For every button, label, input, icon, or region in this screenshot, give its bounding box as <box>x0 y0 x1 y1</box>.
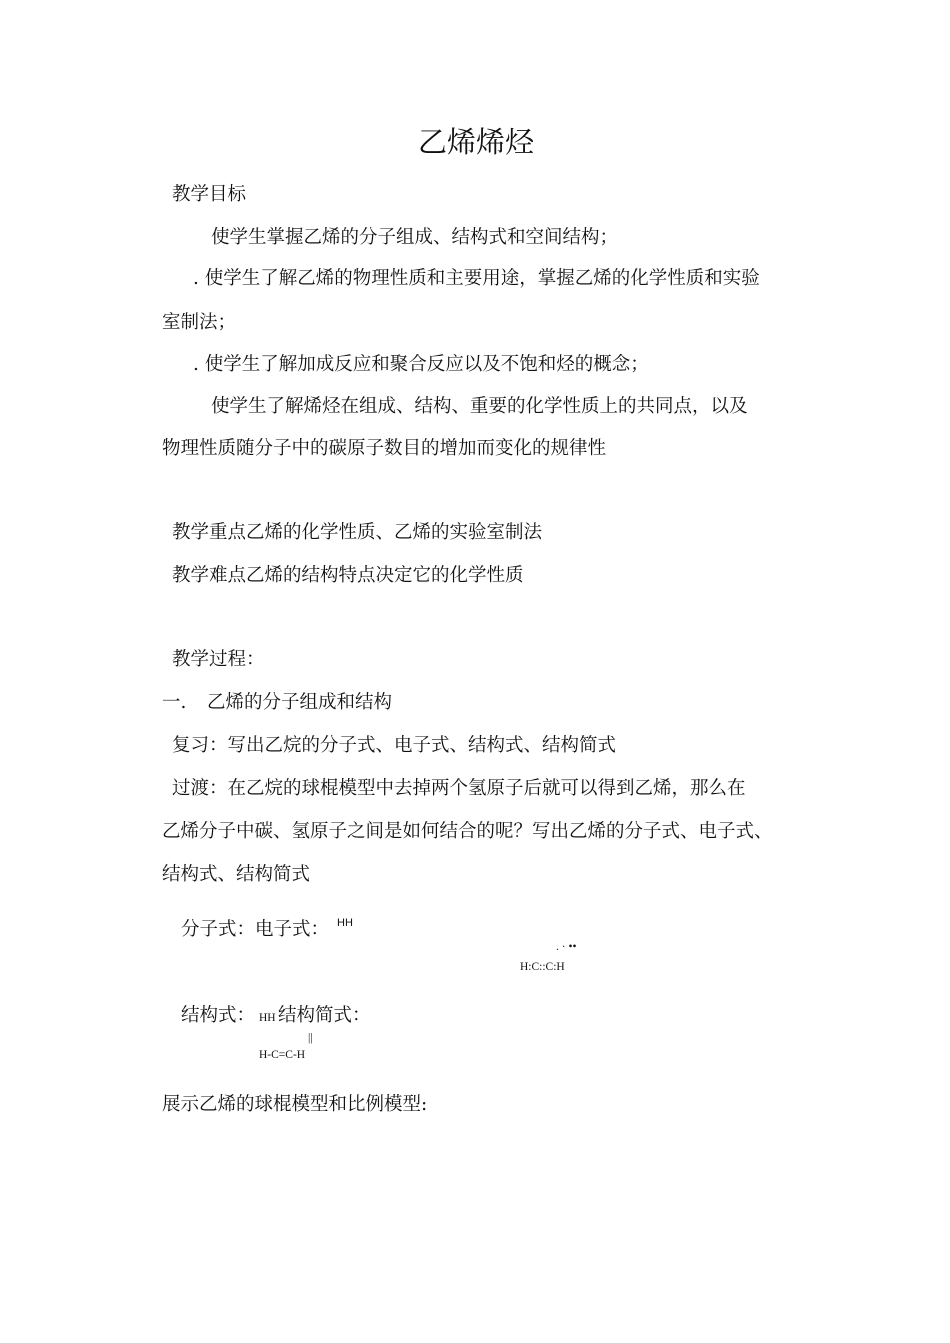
formula-label: 分子式：电子式： <box>181 919 330 940</box>
objective-item-3: . 使学生了解加成反应和聚合反应以及不饱和烃的概念； <box>193 354 649 375</box>
transition-line-1: 过渡：在乙烷的球棍模型中去掉两个氢原子后就可以得到乙烯，那么在 <box>172 778 746 799</box>
section-1-number: 一. <box>162 692 187 713</box>
structural-formula: H-C=C-H <box>259 1049 306 1061</box>
transition-line-3: 结构式、结构简式 <box>162 864 311 885</box>
objectives-heading: 教学目标 <box>172 184 247 205</box>
objective-item-2-line-2: 室制法； <box>162 312 237 333</box>
page-title: 乙烯烯烃 <box>418 125 535 159</box>
objective-item-1: 使学生掌握乙烯的分子组成、结构式和空间结构； <box>211 227 619 248</box>
electron-formula: H:C::C:H <box>520 961 565 973</box>
simplified-label: 结构简式： <box>278 1005 371 1026</box>
structural-formula-bonds: || <box>308 1032 313 1044</box>
show-models-text: 展示乙烯的球棍模型和比例模型: <box>162 1094 428 1115</box>
section-1-title: 乙烯的分子组成和结构 <box>207 692 393 713</box>
structural-formula-hh: HH <box>259 1012 276 1024</box>
key-point: 教学重点乙烯的化学性质、乙烯的实验室制法 <box>172 522 543 543</box>
objective-item-4-line-1: 使学生了解烯烃在组成、结构、重要的化学性质上的共同点，以及 <box>211 396 748 417</box>
electron-formula-dots: . · •• <box>556 941 577 953</box>
process-heading: 教学过程： <box>172 649 265 670</box>
transition-line-2: 乙烯分子中碳、氢原子之间是如何结合的呢？写出乙烯的分子式、电子式、 <box>162 821 773 842</box>
structural-label: 结构式： <box>181 1005 256 1026</box>
objective-item-2-line-1: . 使学生了解乙烯的物理性质和主要用途，掌握乙烯的化学性质和实验 <box>193 268 760 289</box>
electron-formula-hh: HH <box>337 917 353 929</box>
review-text: 复习：写出乙烷的分子式、电子式、结构式、结构简式 <box>172 735 617 756</box>
difficulty: 教学难点乙烯的结构特点决定它的化学性质 <box>172 565 524 586</box>
objective-item-4-line-2: 物理性质随分子中的碳原子数目的增加而变化的规律性 <box>162 438 607 459</box>
